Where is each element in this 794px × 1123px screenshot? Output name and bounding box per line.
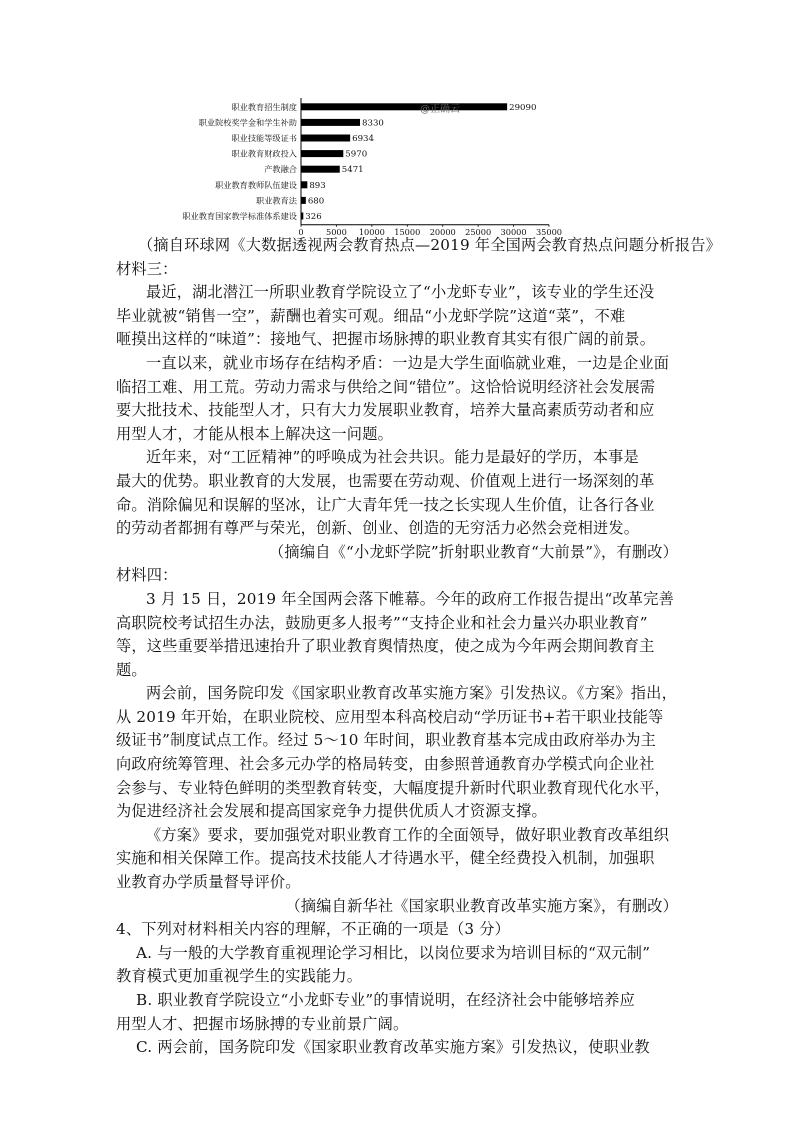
option-line: 用型人才、把握市场脉搏的专业前景广阔。 bbox=[116, 1014, 409, 1033]
paragraph-line: 向政府统筹管理、社会多元办学的格局转变，由参照普通教育办学模式向企业社 bbox=[116, 755, 655, 774]
paragraph-line: 咂摸出这样的“味道”：接地气、把握市场脉搏的职业教育其实有很广阔的前景。 bbox=[116, 330, 656, 349]
paragraph-line: 最近，湖北潜江一所职业教育学院设立了“小龙虾专业”，该专业的学生还没 bbox=[146, 283, 655, 302]
data-label: 29090 bbox=[509, 102, 537, 113]
material-4-paragraph-2 bbox=[116, 682, 686, 824]
paragraph-line: 高职院校考试招生办法，鼓励更多人报考”“支持企业和社会力量兴办职业教育” bbox=[116, 613, 648, 632]
x-tick-label: 15000 bbox=[394, 226, 421, 237]
material-3-source: （摘编自《“小龙虾学院”折射职业教育“大前景”》，有删改） bbox=[269, 542, 678, 561]
data-label: 5970 bbox=[345, 149, 368, 160]
paragraph-line: 一直以来，就业市场存在结构矛盾：一边是大学生面临就业难，一边是企业面 bbox=[146, 353, 670, 372]
x-tick-label: 20000 bbox=[429, 226, 456, 237]
option-c bbox=[116, 1036, 686, 1060]
paragraph-line: 命。消除偏见和误解的坚冰，让广大青年凭一技之长实现人生价值，让各行各业 bbox=[116, 495, 655, 514]
paragraph-line: 最大的优势。职业教育的大发展，也需要在劳动观、价值观上进行一场深刻的革 bbox=[116, 471, 655, 490]
x-tick-label: 35000 bbox=[535, 226, 563, 237]
paragraph-line: 3 月 15 日，2019 年全国两会落下帷幕。今年的政府工作报告提出“改革完善 bbox=[146, 589, 674, 608]
option-line: C. 两会前，国务院印发《国家职业教育改革实施方案》引发热议，使职业教 bbox=[136, 1038, 650, 1057]
category-label: 职业技能等级证书 bbox=[231, 133, 297, 143]
bar-chart-svg bbox=[158, 96, 563, 237]
category-label: 职业教育法 bbox=[256, 195, 297, 206]
category-label: 职业教育财政投入 bbox=[231, 148, 297, 159]
chart-source: （摘自环球网《大数据透视两会教育热点—2019 年全国两会教育热点问题分析报告》 bbox=[138, 236, 722, 254]
paragraph-line: 题。 bbox=[116, 660, 147, 679]
category-label: 职业院校奖学金和学生补助 bbox=[198, 117, 297, 128]
category-label: 职业教育教师队伍建设 bbox=[215, 179, 297, 190]
bar bbox=[301, 135, 350, 142]
x-tick-label: 0 bbox=[298, 226, 304, 237]
paragraph-line: 从 2019 年开始，在职业院校、应用型本科高校启动“学历证书+若干职业技能等 bbox=[116, 707, 664, 726]
watermark: @正确云 bbox=[420, 104, 460, 115]
material-4-paragraph-3 bbox=[116, 824, 686, 895]
data-label: 680 bbox=[307, 196, 325, 207]
paragraph-line: 用型人才，才能从根本上解决这一问题。 bbox=[116, 424, 393, 443]
bar bbox=[301, 213, 303, 220]
paragraph-line: 《方案》要求，要加强党对职业教育工作的全面领导，做好职业教育改革组织 bbox=[146, 825, 670, 844]
category-label: 职业教育国家教学标准体系建设 bbox=[182, 211, 297, 221]
paragraph-line: 的劳动者都拥有尊严与荣光，创新、创业、创造的无穷活力必然会竞相迸发。 bbox=[116, 519, 640, 538]
bar bbox=[301, 197, 306, 204]
paragraph-line: 为促进经济社会发展和提高国家竞争力提供优质人才资源支撑。 bbox=[116, 802, 547, 821]
paragraph-line: 两会前，国务院印发《国家职业教育改革实施方案》引发热议。《方案》指出， bbox=[146, 684, 677, 703]
option-b bbox=[116, 989, 686, 1036]
data-label: 893 bbox=[309, 180, 326, 191]
material-3-heading: 材料三： bbox=[116, 259, 178, 278]
bar-chart bbox=[158, 96, 563, 237]
paragraph-line: 实施和相关保障工作。提高技术技能人才待遇水平，健全经费投入机制，加强职 bbox=[116, 849, 655, 868]
option-a bbox=[116, 942, 686, 989]
bar bbox=[301, 103, 507, 110]
material-4-heading: 材料四： bbox=[116, 566, 178, 585]
category-label: 职业教育招生制度 bbox=[231, 101, 297, 112]
category-label: 产教融合 bbox=[264, 164, 297, 175]
paragraph-line: 等，这些重要举措迅速抬升了职业教育舆情热度，使之成为今年两会期间教育主 bbox=[116, 637, 655, 656]
paragraph-line: 临招工难、用工荒。劳动力需求与供给之间“错位”。这恰恰说明经济社会发展需 bbox=[116, 377, 656, 396]
x-tick-label: 25000 bbox=[465, 226, 492, 237]
bar bbox=[301, 150, 343, 157]
article-body bbox=[116, 234, 722, 1060]
material-4-paragraph-1 bbox=[116, 588, 686, 682]
paragraph-line: 级证书”制度试点工作。经过 5～10 年时间，职业教育基本完成由政府举办为主 bbox=[116, 731, 657, 750]
paragraph-line: 毕业就被“销售一空”，薪酬也着实可观。细品“小龙虾学院”这道“菜”，不难 bbox=[116, 306, 626, 325]
paragraph-line: 要大批技术、技能型人才，只有大力发展职业教育，培养大量高素质劳动者和应 bbox=[116, 401, 655, 420]
material-3-paragraph-3 bbox=[116, 446, 686, 540]
x-tick-label: 5000 bbox=[326, 226, 347, 237]
question-4-stem: 4、下列对材料相关内容的理解，不正确的一项是（3 分） bbox=[116, 920, 511, 939]
data-label: 8330 bbox=[362, 118, 384, 129]
option-line: 教育模式更加重视学生的实践能力。 bbox=[116, 967, 363, 986]
data-label: 326 bbox=[305, 212, 322, 222]
option-line: B. 职业教育学院设立“小龙虾专业”的事情说明，在经济社会中能够培养应 bbox=[136, 991, 635, 1009]
bar bbox=[301, 119, 360, 126]
paragraph-line: 会参与、专业特色鲜明的类型教育转变，大幅度提升新时代职业教育现代化水平， bbox=[116, 778, 670, 797]
material-3-paragraph-1 bbox=[116, 281, 686, 352]
x-tick-label: 10000 bbox=[358, 226, 385, 237]
paragraph-line: 业教育办学质量督导评价。 bbox=[116, 873, 301, 892]
option-line: A. 与一般的大学教育重视理论学习相比，以岗位要求为培训目标的“双元制” bbox=[136, 943, 651, 962]
paragraph-line: 近年来，对“工匠精神”的呼唤成为社会共识。能力是最好的学历，本事是 bbox=[146, 448, 639, 467]
material-4-source: （摘编自新华社《国家职业教育改革实施方案》，有删改） bbox=[285, 896, 678, 915]
data-label: 6934 bbox=[352, 134, 375, 144]
material-3-paragraph-2 bbox=[116, 352, 686, 446]
bar bbox=[301, 181, 307, 188]
x-tick-label: 30000 bbox=[500, 226, 527, 237]
bar bbox=[301, 166, 340, 173]
data-label: 5471 bbox=[341, 165, 364, 176]
